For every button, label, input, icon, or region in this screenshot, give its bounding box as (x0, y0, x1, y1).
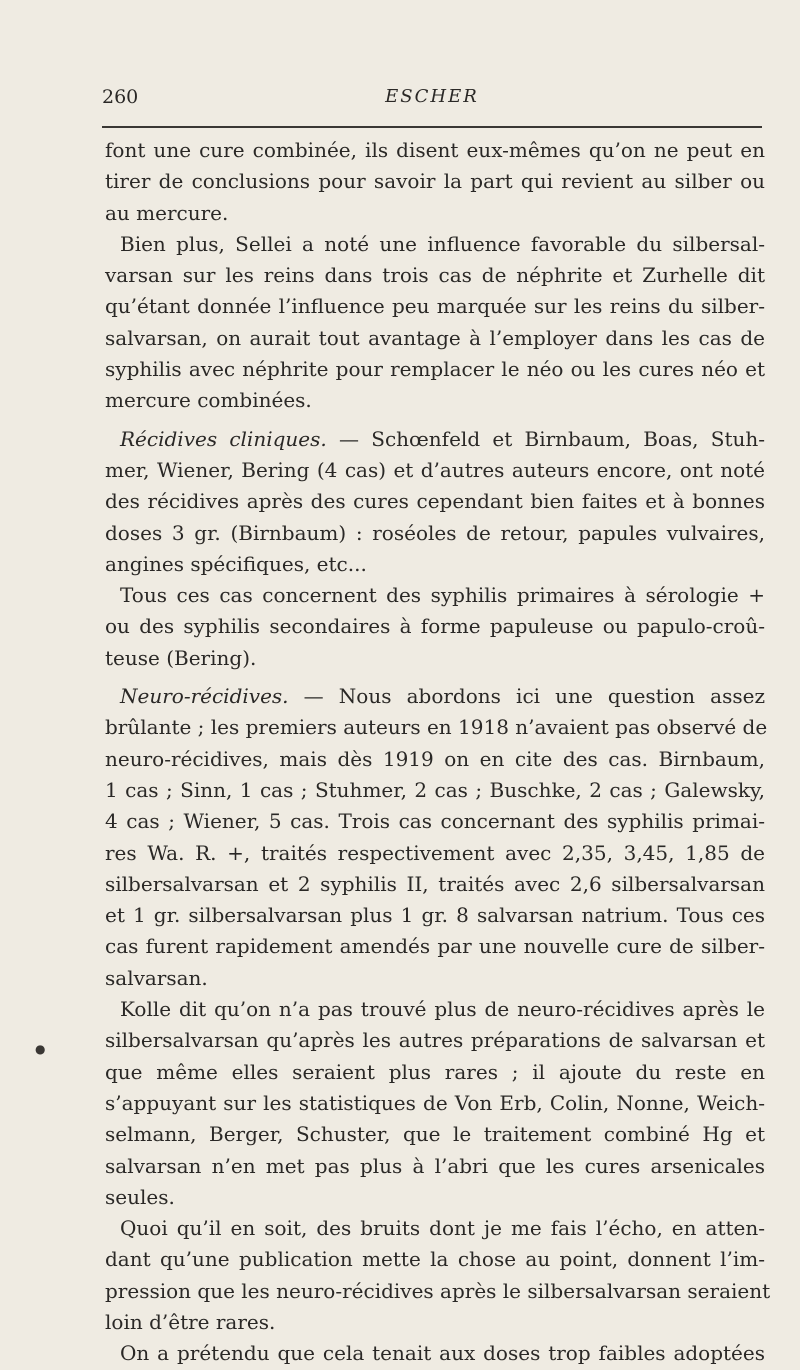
text-line: mer, Wiener, Bering (4 cas) et d’autres auteurs encore, ont noté (105, 457, 765, 482)
text-line: doses 3 gr. (Birnbaum) : roséoles de retour, papules vulvaires, (105, 520, 765, 545)
body-text (105, 135, 771, 1370)
section-heading: Neuro-récidives. (120, 684, 289, 709)
text-line: 4 cas ; Wiener, 5 cas. Trois cas concernant des syphilis primai- (105, 809, 765, 834)
text-line: pression que les neuro-récidives après le silbersalvarsan seraient (105, 1278, 771, 1303)
text-line: cas furent rapidement amendés par une nouvelle cure de silber- (105, 934, 765, 959)
text-line: tirer de conclusions pour savoir la part qui revient au silber ou (105, 169, 765, 194)
text-line: qu’étant donnée l’influence peu marquée sur les reins du silber- (105, 294, 765, 319)
running-title: ESCHER (385, 86, 479, 107)
text-line: salvarsan n’en met pas plus à l’abri que les cures arsenicales (105, 1153, 765, 1178)
text-line: font une cure combinée, ils disent eux-mêmes qu’on ne peut en (105, 138, 765, 162)
text-line: varsan sur les reins dans trois cas de néphrite et Zurhelle dit (105, 263, 765, 288)
text-line: Neuro-récidives. — Nous abordons ici une question assez (120, 684, 765, 709)
ink-spot: ● (35, 1042, 46, 1056)
text-line: que même elles seraient plus rares ; il ajoute du reste en (105, 1059, 765, 1084)
text-line: salvarsan, on aurait tout avantage à l’employer dans les cas de (105, 325, 765, 350)
text-line: des récidives après des cures cependant bien faites et à bonnes (105, 489, 765, 514)
text-line: Kolle dit qu’on n’a pas trouvé plus de neuro-récidives après le (120, 997, 765, 1022)
text-line: loin d’être rares. (105, 1309, 276, 1334)
section-heading: Récidives cliniques. (120, 426, 327, 451)
header-rule (102, 126, 762, 128)
text-line: 1 cas ; Sinn, 1 cas ; Stuhmer, 2 cas ; Buschke, 2 cas ; Galewsky, (105, 777, 765, 802)
text-line: selmann, Berger, Schuster, que le traitement combiné Hg et (105, 1122, 765, 1147)
paragraph-gap (105, 674, 765, 681)
text-line: syphilis avec néphrite pour remplacer le néo ou les cures néo et (105, 357, 765, 382)
text-line: au mercure. (105, 200, 229, 225)
text-line: Bien plus, Sellei a noté une influence favorable du silbersal- (120, 231, 765, 256)
text-line: s’appuyant sur les statistiques de Von Erb, Colin, Nonne, Weich- (105, 1090, 765, 1115)
text-line: ou des syphilis secondaires à forme papuleuse ou papulo-croû- (105, 614, 765, 639)
text-line: silbersalvarsan qu’après les autres préparations de salvarsan et (105, 1028, 765, 1053)
text-line: On a prétendu que cela tenait aux doses trop faibles adoptées (120, 1341, 765, 1366)
running-head (102, 86, 762, 112)
text-line: neuro-récidives, mais dès 1919 on en cite des cas. Birnbaum, (105, 746, 765, 771)
text-line: teuse (Bering). (105, 645, 257, 670)
paragraph-gap (105, 417, 765, 424)
text-line: res Wa. R. +, traités respectivement avec 2,35, 3,45, 1,85 de (105, 840, 765, 865)
text-line: et 1 gr. silbersalvarsan plus 1 gr. 8 salvarsan natrium. Tous ces (105, 903, 765, 928)
text-line: salvarsan. (105, 965, 208, 990)
text-line: angines spécifiques, etc... (105, 551, 367, 576)
text-line: seules. (105, 1184, 175, 1209)
page-number: 260 (102, 86, 139, 108)
text-line: brûlante ; les premiers auteurs en 1918 n’avaient pas observé de (105, 715, 768, 740)
text-line: mercure combinées. (105, 388, 312, 413)
text-line: dant qu’une publication mette la chose au point, donnent l’im- (105, 1247, 765, 1272)
text-line: silbersalvarsan et 2 syphilis II, traités avec 2,6 silbersalvarsan (105, 871, 765, 896)
text-line: Tous ces cas concernent des syphilis primaires à sérologie + (120, 583, 765, 608)
text-line: Récidives cliniques. — Schœnfeld et Birnbaum, Boas, Stuh- (120, 426, 765, 451)
text-line: Quoi qu’il en soit, des bruits dont je me fais l’écho, en atten- (120, 1216, 765, 1241)
